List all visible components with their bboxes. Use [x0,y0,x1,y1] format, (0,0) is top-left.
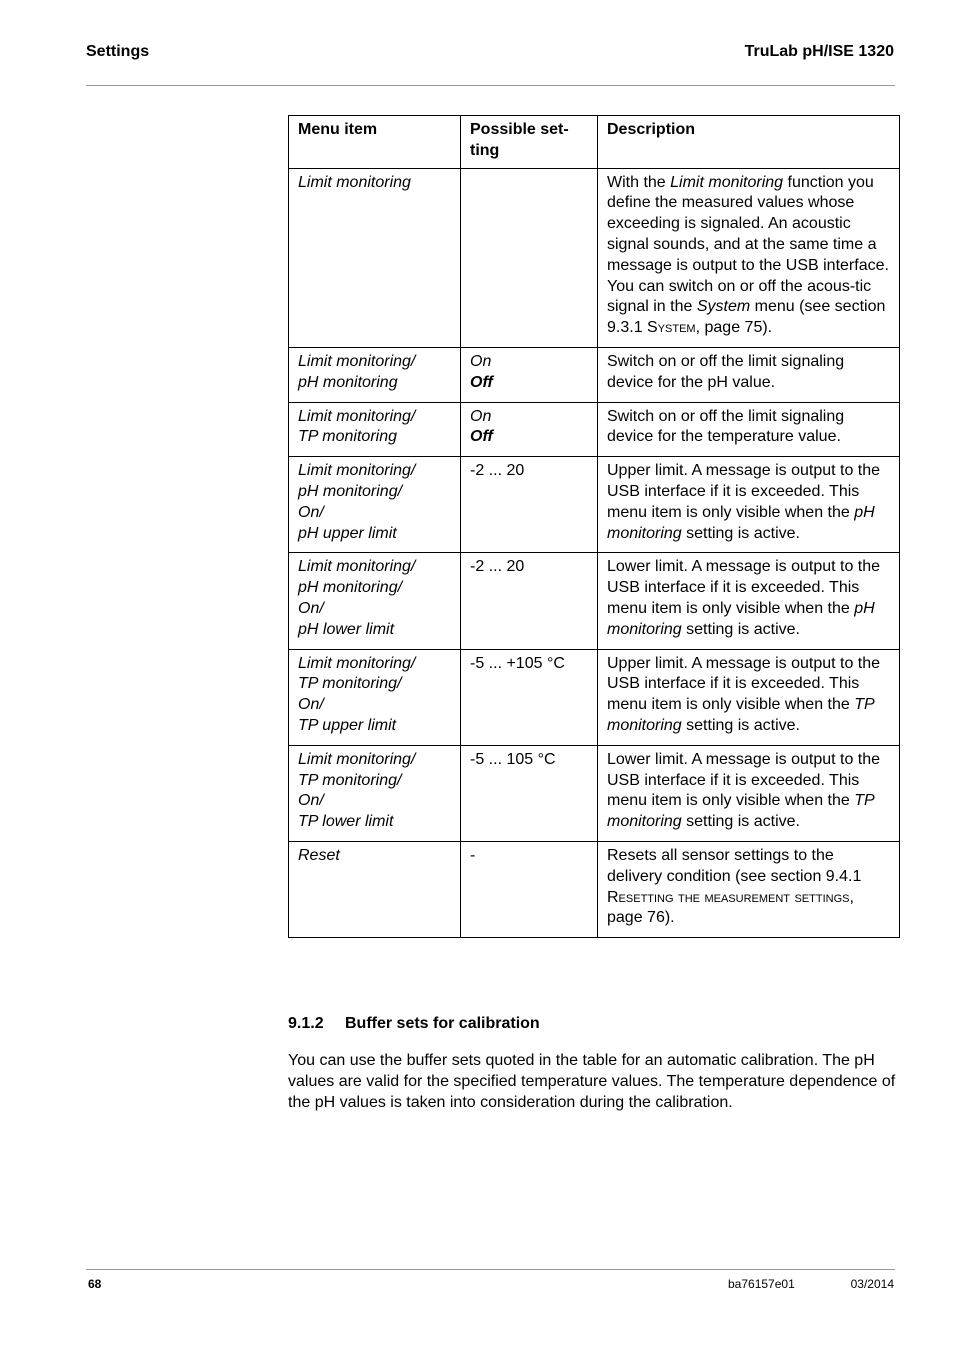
description-term: TP monitoring [607,696,875,734]
description-text: Upper limit. A message is output to the USB interface if it is exceeded. This menu item is only visible when the [607,462,881,521]
menu-path-segment: pH upper limit [298,524,397,542]
table-row [289,402,900,457]
description-text: Switch on or off the limit signaling device for the temperature value. [607,407,845,446]
menu-path-segment: TP upper limit [298,716,397,734]
description-cell [598,553,900,649]
menu-item-cell [289,745,461,841]
menu-path-segment: TP monitoring [298,428,397,446]
description-reference: Resetting the measurement settings [607,888,850,906]
settings-table [288,115,900,938]
menu-path-segment: pH monitoring [298,373,398,391]
menu-path-segment: Limit monitoring/ [298,558,416,576]
possible-setting-cell [461,402,598,457]
column-header-menu-item: Menu item [289,116,461,169]
table-row [289,649,900,745]
menu-path-segment: TP lower limit [298,813,394,831]
header-section-title: Settings [86,43,150,60]
menu-item-cell [289,168,461,347]
description-text: With the [607,173,671,191]
menu-path-segment: On/ [298,599,324,617]
possible-setting-cell [461,745,598,841]
menu-path-segment: Reset [298,846,340,864]
description-cell [598,745,900,841]
description-text: Lower limit. A message is output to the USB interface if it is exceeded. This menu item is only visible when the [607,750,881,810]
section-number: 9.1.2 [288,1015,324,1032]
setting-option-default: Off [470,373,493,391]
body-paragraph: You can use the buffer sets quoted in the table for an automatic calibration. The pH values are valid for the specified temperature values. The temperature dependence of the pH values is taken into consideration during the calibration. [288,1052,896,1111]
setting-option: - [470,846,476,864]
description-text: function you define the measured values whose exceeding is signaled. An acoustic signal sounds, and at the same time a message is output to the USB interface. [607,173,889,274]
description-term: pH monitoring [607,599,875,638]
table-row [289,347,900,402]
description-cell [598,649,900,745]
possible-setting-cell [461,649,598,745]
column-header-possible-setting: Possible set-ting [461,116,598,169]
description-cell [598,841,900,937]
description-text: Switch on or off the limit signaling device for the pH value. [607,352,845,391]
table-row [289,168,900,347]
description-term: Limit monitoring [670,173,784,191]
possible-setting-cell [461,457,598,553]
description-text: setting is active. [681,620,800,638]
header-product-name: TruLab pH/ISE 1320 [744,43,894,60]
setting-option: -5 ... +105 °C [470,654,565,672]
description-cell [598,347,900,402]
menu-path-segment: On/ [298,696,324,714]
menu-path-segment: Limit monitoring/ [298,407,416,425]
menu-path-segment: Limit monitoring [298,173,411,191]
possible-setting-cell [461,347,598,402]
setting-option: -2 ... 20 [470,462,525,480]
description-text: menu (see section 9.3.1 [607,298,886,337]
setting-option: -2 ... 20 [470,558,525,576]
description-text: setting is active. [681,813,800,831]
section-heading [288,1015,540,1033]
menu-path-segment: pH monitoring/ [298,579,403,597]
menu-path-segment: On/ [298,792,324,810]
table-header-row [289,116,900,169]
menu-item-cell [289,649,461,745]
description-reference: System [647,319,696,337]
description-text: You can switch on or off the acous-tic signal in the [607,277,872,316]
description-text: , page 76). [607,888,854,927]
page-number: 68 [88,1277,102,1291]
setting-option-default: Off [470,428,493,446]
document-date: 03/2014 [850,1277,894,1291]
description-cell [598,457,900,553]
header-rule [86,85,895,86]
table-row [289,745,900,841]
menu-path-segment: TP monitoring/ [298,771,402,789]
possible-setting-cell [461,841,598,937]
menu-path-segment: Limit monitoring/ [298,654,416,672]
setting-option: -5 ... 105 °C [470,750,556,768]
document-id: ba76157e01 [728,1277,795,1291]
menu-item-cell [289,402,461,457]
description-text: setting is active. [681,524,800,542]
menu-item-cell [289,347,461,402]
description-cell [598,168,900,347]
table-body [289,168,900,938]
menu-item-cell [289,841,461,937]
column-header-description: Description [598,116,900,169]
menu-item-cell [289,457,461,553]
possible-setting-cell [461,168,598,347]
table-row [289,841,900,937]
description-term: pH monitoring [607,503,875,542]
description-text: Upper limit. A message is output to the USB interface if it is exceeded. This menu item is only visible when the [607,654,881,714]
table-row [289,457,900,553]
description-text: , page 75). [695,319,773,337]
menu-item-cell [289,553,461,649]
menu-path-segment: Limit monitoring/ [298,352,416,370]
menu-path-segment: TP monitoring/ [298,675,402,693]
menu-path-segment: pH lower limit [298,620,395,638]
description-text: Resets all sensor settings to the delivery condition (see section 9.4.1 [607,846,862,885]
setting-option: On [470,407,492,425]
description-term: System [696,298,751,316]
description-term: TP monitoring [607,792,875,831]
menu-path-segment: pH monitoring/ [298,482,403,500]
menu-path-segment: Limit monitoring/ [298,462,416,480]
section-title: Buffer sets for calibration [345,1015,540,1032]
possible-setting-cell [461,553,598,649]
menu-path-segment: Limit monitoring/ [298,750,416,768]
description-text: Lower limit. A message is output to the USB interface if it is exceeded. This menu item is only visible when the [607,558,881,617]
description-cell [598,402,900,457]
footer-rule [86,1269,895,1270]
menu-path-segment: On/ [298,503,324,521]
description-text: setting is active. [681,716,800,734]
setting-option: On [470,352,492,370]
table-row [289,553,900,649]
